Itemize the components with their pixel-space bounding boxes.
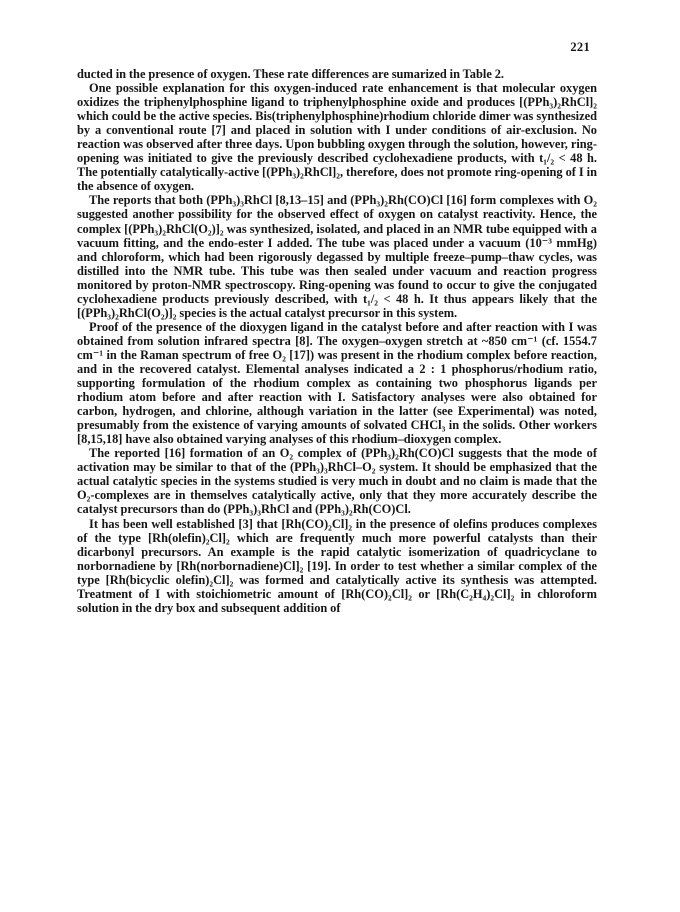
paragraph-4: Proof of the presence of the dioxygen ligand in the catalyst before and after reaction with I was obtained from solution infrared spectra [8]. The oxygen–oxygen stretch at ~850 cm⁻¹ (cf. 1554.7 cm⁻¹ in the Raman spectrum of free O₂ [17]) was present in the rhodium complex before reaction, and in the recovered catalyst. Elemental analyses indicated a 2 : 1 phosphorus/rhodium ratio, supporting formulation of the rhodium complex as containing two phosphorus ligands per rhodium atom before and after reaction with I. Satisfactory analyses were also obtained for carbon, hydrogen, and chlorine, although variation in the latter (see Experimental) was noted, presumably from the existence of varying amounts of solvated CHCl₃ in the solids. Other workers [8,15,18] have also obtained varying analyses of this rhodium–dioxygen complex.	[77, 319, 597, 447]
paragraph-3: The reports that both (PPh₃)₃RhCl [8,13–15] and (PPh₃)₂Rh(CO)Cl [16] form complexes with O₂ suggested another possibility for the observed effect of oxygen on catalyst reactivity. Hence, the complex [(PPh₃)₂RhCl(O₂)]₂ was synthesized, isolated, and placed in an NMR tube equipped with a vacuum fitting, and the endo-ester I added. The tube was placed under a vacuum (10⁻³ mmHg) and chloroform, which had been rigorously degassed by multiple freeze–pump–thaw cycles, was distilled into the NMR tube. This tube was then sealed under vacuum and reaction progress monitored by proton-NMR spectroscopy. Ring-opening was found to occur to give the conjugated cyclohexadiene products previously described, with t₁/₂ < 48 h. It thus appears likely that the [(PPh₃)₂RhCl(O₂)]₂ species is the actual catalyst precursor in this system.	[77, 193, 597, 320]
page-number: 221	[570, 40, 590, 54]
body-text	[77, 67, 597, 615]
paragraph-6: It has been well established [3] that [Rh(CO)₂Cl]₂ in the presence of olefins produces complexes of the type [Rh(olefin)₂Cl]₂ which are frequently much more powerful catalysts than their dicarbonyl precursors. An example is the rapid catalytic isomerization of quadricyclane to norbornadiene by [Rh(norbornadiene)Cl]₂ [19]. In order to test whether a similar complex of the type [Rh(bicyclic olefin)₂Cl]₂ was formed and catalytically active its synthesis was attempted. Treatment of I with stoichiometric amount of [Rh(CO)₂Cl]₂ or [Rh(C₂H₄)₂Cl]₂ in chloroform solution in the dry box and subsequent addition of	[77, 516, 597, 615]
paragraph-1: ducted in the presence of oxygen. These rate differences are sumarized in Table 2.	[77, 67, 505, 81]
paragraph-5: The reported [16] formation of an O₂ complex of (PPh₃)₂Rh(CO)Cl suggests that the mode of activation may be similar to that of the (PPh₃)₃RhCl–O₂ system. It should be emphasized that the actual catalytic species in the systems studied is very much in doubt and no claim is made that the O₂-complexes are in themselves catalytically active, only that they more accurately describe the catalyst precursors than do (PPh₃)₃RhCl and (PPh₃)₂Rh(CO)Cl.	[77, 446, 597, 517]
paragraph-2: One possible explanation for this oxygen-induced rate enhancement is that molecular oxygen oxidizes the triphenylphosphine ligand to triphenylphosphine oxide and produces [(PPh₃)₂RhCl]₂ which could be the active species. Bis(triphenylphosphine)rhodium chloride dimer was synthesized by a conventional route [7] and placed in solution with I under conditions of air-exclusion. No reaction was observed after three days. Upon bubbling oxygen through the solution, however, ring-opening was initiated to give the previously described cyclohexadiene products, with t₁/₂ < 48 h. The potentially catalytically-active [(PPh₃)₂RhCl]₂, therefore, does not promote ring-opening of I in the absence of oxygen.	[77, 81, 597, 194]
